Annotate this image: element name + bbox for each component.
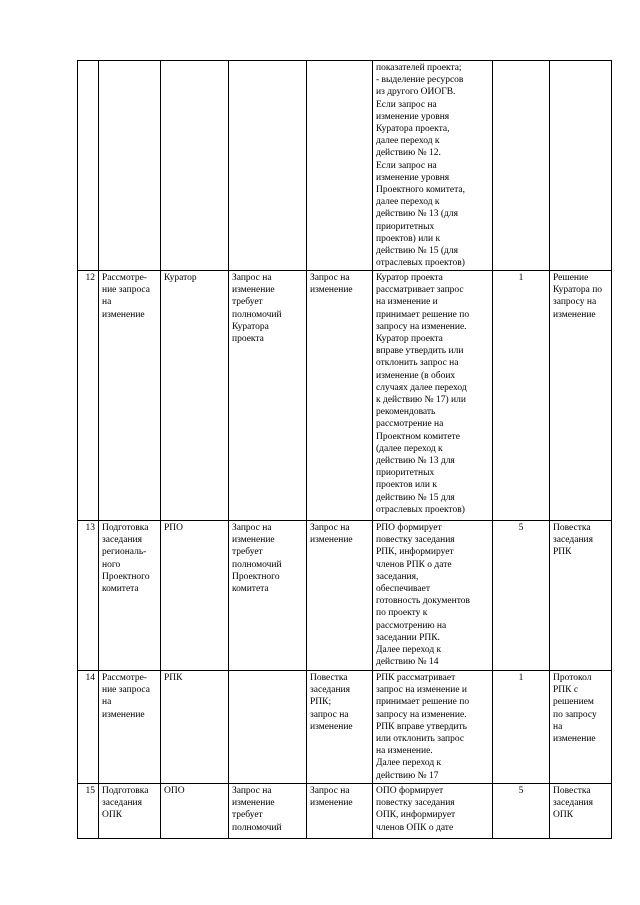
step-executor: РПО <box>161 521 229 671</box>
table-row <box>78 671 612 784</box>
step-description: Куратор проекта рассматривает запрос на изменение и принимает решение по запросу на изменение. Куратор проекта вправе утвердить или отклонить запрос на изменение (в обоих случаях далее переход к действию № 17) или рекомендовать рассмотрение на Проектном комитете (далее переход к действию № 13 для приоритетных проектов или к действию № 15 для отраслевых проектов) <box>373 271 493 521</box>
step-executor: Куратор <box>161 271 229 521</box>
step-number: 15 <box>78 784 99 839</box>
step-input-condition: Запрос на изменение требует полномочий Куратора проекта <box>229 271 307 521</box>
step-duration: 1 <box>493 671 550 784</box>
step-executor <box>161 61 229 271</box>
step-number: 13 <box>78 521 99 671</box>
step-input-document <box>307 61 373 271</box>
table-row <box>78 784 612 839</box>
step-input-condition <box>229 61 307 271</box>
step-result: Повестка заседания ОПК <box>550 784 612 839</box>
step-number: 12 <box>78 271 99 521</box>
step-number <box>78 61 99 271</box>
step-duration <box>493 61 550 271</box>
step-result: Повестка заседания РПК <box>550 521 612 671</box>
step-action: Рассмотре- ние запроса на изменение <box>99 671 161 784</box>
step-duration: 5 <box>493 521 550 671</box>
step-executor: РПК <box>161 671 229 784</box>
table-row <box>78 61 612 271</box>
table-row <box>78 521 612 671</box>
step-duration: 1 <box>493 271 550 521</box>
process-table <box>77 60 612 839</box>
step-result: Решение Куратора по запросу на изменение <box>550 271 612 521</box>
step-input-condition: Запрос на изменение требует полномочий Проектного комитета <box>229 521 307 671</box>
step-action <box>99 61 161 271</box>
step-action: Подготовка заседания ОПК <box>99 784 161 839</box>
step-number: 14 <box>78 671 99 784</box>
step-action: Подготовка заседания региональ- ного Проектного комитета <box>99 521 161 671</box>
step-result <box>550 61 612 271</box>
step-input-condition: Запрос на изменение требует полномочий <box>229 784 307 839</box>
step-input-document: Запрос на изменение <box>307 521 373 671</box>
step-input-condition <box>229 671 307 784</box>
step-result: Протокол РПК с решением по запросу на изменение <box>550 671 612 784</box>
step-description: показателей проекта; - выделение ресурсов из другого ОИОГВ. Если запрос на изменение уровня Куратора проекта, далее переход к действию № 12. Если запрос на изменение уровня Проектного комитета, далее переход к действию № 13 (для приоритетных проектов) или к действию № 15 (для отраслевых проектов) <box>373 61 493 271</box>
step-description: ОПО формирует повестку заседания ОПК, информирует членов ОПК о дате <box>373 784 493 839</box>
step-executor: ОПО <box>161 784 229 839</box>
step-action: Рассмотре- ние запроса на изменение <box>99 271 161 521</box>
step-input-document: Запрос на изменение <box>307 784 373 839</box>
step-description: РПО формирует повестку заседания РПК, информирует членов РПК о дате заседания, обеспечивает готовность документов по проекту к рассмотрению на заседании РПК. Далее переход к действию № 14 <box>373 521 493 671</box>
step-input-document: Запрос на изменение <box>307 271 373 521</box>
step-duration: 5 <box>493 784 550 839</box>
step-input-document: Повестка заседания РПК; запрос на изменение <box>307 671 373 784</box>
table-row <box>78 271 612 521</box>
step-description: РПК рассматривает запрос на изменение и принимает решение по запросу на изменение. РПК вправе утвердить или отклонить запрос на изменение. Далее переход к действию № 17 <box>373 671 493 784</box>
